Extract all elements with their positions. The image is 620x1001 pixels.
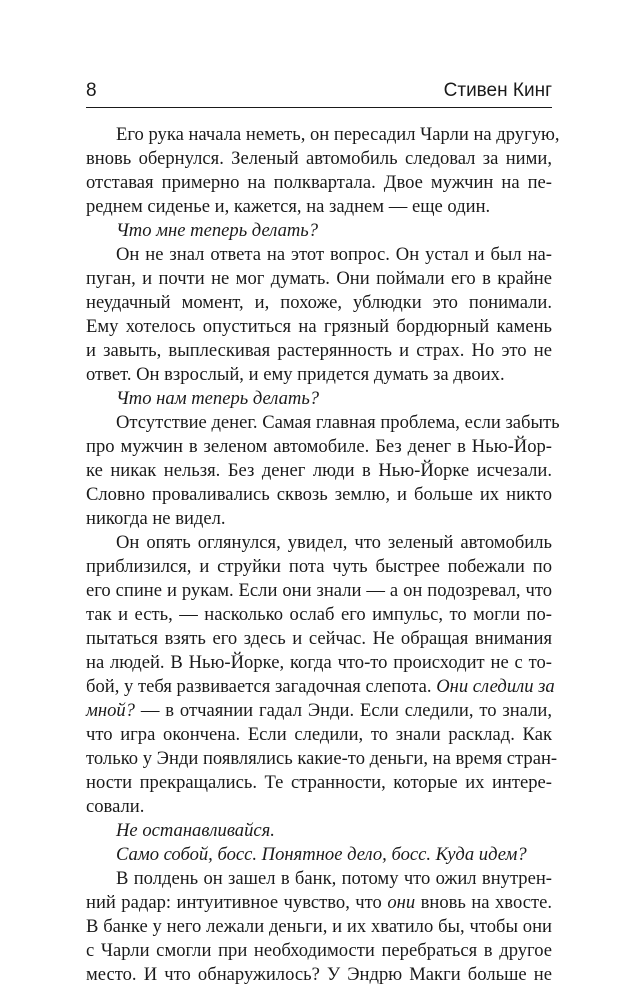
text-line: вновь обернулся. Зеленый автомобиль следовал за ними,	[86, 148, 552, 169]
text-line: пытаться взять его здесь и сейчас. Не обращая внимания	[86, 628, 552, 649]
header-rule	[86, 107, 552, 108]
text-line: никогда не видел.	[86, 508, 226, 529]
text-line: про мужчин в зеленом автомобиле. Без денег в Нью-Йор-	[86, 436, 552, 457]
text-line: приблизился, и струйки пота чуть быстрее побежали по	[86, 556, 552, 577]
text-line: В банке у него лежали деньги, и их хватило бы, чтобы они	[86, 916, 552, 937]
text-line: В полдень он зашел в банк, потому что ожил внутрен-	[116, 868, 552, 889]
text-line: реднем сиденье и, кажется, на заднем — еще один.	[86, 196, 491, 217]
text-line: Что нам теперь делать?	[116, 388, 320, 409]
text-line: совали.	[86, 796, 145, 817]
text-line: ний радар: интуитивное чувство, что они вновь на хвосте.	[86, 892, 552, 913]
text-line: мной? — в отчаянии гадал Энди. Если следили, то знали,	[86, 700, 552, 721]
text-line: Он опять оглянулся, увидел, что зеленый автомобиль	[116, 532, 552, 553]
text-line: на людей. В Нью-Йорке, когда что-то происходит не с то-	[86, 652, 552, 673]
text-line: Отсутствие денег. Самая главная проблема, если забыть	[116, 412, 560, 433]
text-line: его спине и рукам. Если они знали — а он подозревал, что	[86, 580, 552, 601]
text-line: только у Энди появлялись какие-то деньги, на время стран-	[86, 748, 558, 769]
text-line: место. И что обнаружилось? У Эндрю Макги больше не	[86, 964, 552, 985]
text-line: и завыть, выплескивая растерянность и страх. Но это не	[86, 340, 552, 361]
text-line: Что мне теперь делать?	[116, 220, 319, 241]
text-line: пуган, и почти не мог думать. Они поймали его в крайне	[86, 268, 552, 289]
text-line: отставая примерно на полквартала. Двое мужчин на пе-	[86, 172, 552, 193]
body-text	[86, 123, 560, 987]
text-line: так и есть, — насколько ослаб его импульс, то могли по-	[86, 604, 552, 625]
text-line: неудачный момент, и, похоже, ублюдки это понимали.	[86, 292, 552, 313]
running-title: Стивен Кинг	[443, 80, 552, 101]
text-line: ке никак нельзя. Без денег люди в Нью-Йорке исчезали.	[86, 460, 552, 481]
text-line: Словно проваливались сквозь землю, и больше их никто	[86, 484, 552, 505]
text-line: Не останавливайся.	[116, 820, 275, 841]
text-line: бой, у тебя развивается загадочная слепота. Они следили за	[86, 676, 555, 697]
text-line: Он не знал ответа на этот вопрос. Он устал и был на-	[116, 244, 552, 265]
page-header	[86, 80, 552, 106]
text-line: Само собой, босс. Понятное дело, босс. Куда идем?	[116, 844, 527, 865]
page-number: 8	[86, 80, 97, 101]
text-line: Ему хотелось опуститься на грязный бордюрный камень	[86, 316, 552, 337]
text-line: с Чарли смогли при необходимости перебраться в другое	[86, 940, 552, 961]
text-line: Его рука начала неметь, он пересадил Чарли на другую,	[116, 124, 560, 145]
text-line: что игра окончена. Если следили, то знали расклад. Как	[86, 724, 552, 745]
text-line: ности прекращались. Те странности, которые их интере-	[86, 772, 552, 793]
text-line: ответ. Он взрослый, и ему придется думать за двоих.	[86, 364, 505, 385]
